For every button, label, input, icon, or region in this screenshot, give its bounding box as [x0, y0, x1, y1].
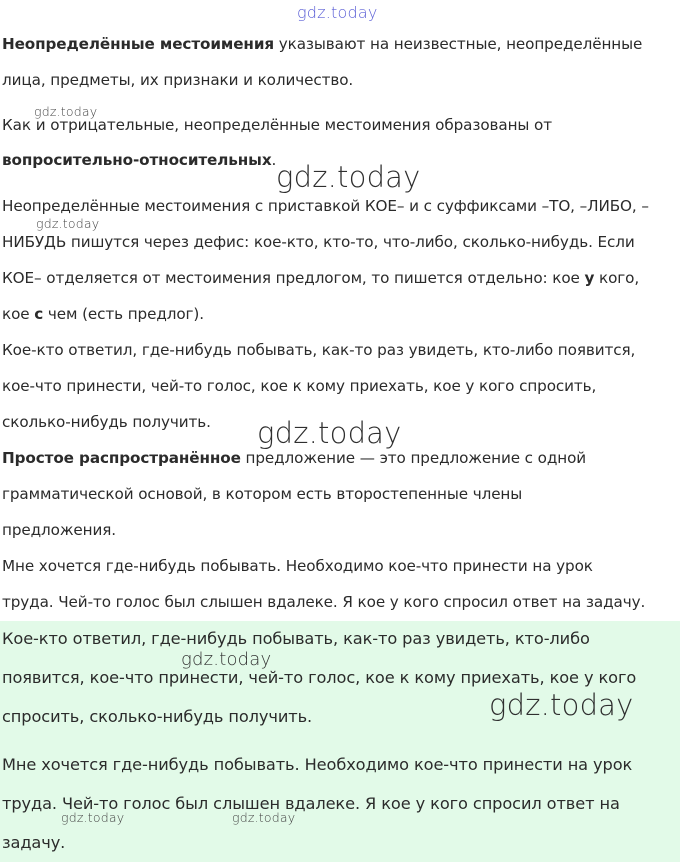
answer-highlight-block [0, 621, 680, 862]
theory-line: КОЕ– отделяется от местоимения предлогом, то пишется отдельно: кое у кого, [2, 269, 640, 287]
theory-line: сколько-нибудь получить. [2, 413, 211, 431]
answer-line: Мне хочется где-нибудь побывать. Необходимо кое-что принести на урок [2, 755, 633, 774]
theory-line: Неопределённые местоимения с приставкой КОЕ– и с суффиксами –ТО, –ЛИБО, – [2, 197, 649, 215]
theory-line: Как и отрицательные, неопределённые местоимения образованы от [2, 116, 552, 134]
theory-line: кое с чем (есть предлог). [2, 305, 204, 323]
theory-line: кое-что принести, чей-то голос, кое к кому приехать, кое у кого спросить, [2, 377, 597, 395]
watermark-logo: gdz.today [276, 160, 421, 194]
theory-line: Неопределённые местоимения указывают на неизвестные, неопределённые [2, 35, 643, 53]
answer-line: Кое-кто ответил, где-нибудь побывать, как-то раз увидеть, кто-либо [2, 629, 590, 648]
watermark-logo: gdz.today [181, 649, 272, 670]
theory-line: предложения. [2, 521, 117, 539]
watermark-logo: gdz.today [34, 104, 98, 119]
preposition-bold: у [584, 269, 595, 287]
watermark-logo: gdz.today [232, 810, 296, 825]
answer-line: задачу. [2, 833, 66, 852]
theory-line: НИБУДЬ пишутся через дефис: кое-кто, кто-то, что-либо, сколько-нибудь. Если [2, 233, 635, 251]
theory-line: Простое распространённое предложение — это предложение с одной [2, 449, 587, 467]
theory-line: грамматической основой, в котором есть второстепенные члены [2, 485, 523, 503]
watermark-logo: gdz.today [489, 688, 634, 722]
preposition-bold: с [34, 305, 44, 323]
answer-line: труда. Чей-то голос был слышен вдалеке. Я кое у кого спросил ответ на [2, 794, 620, 813]
watermark-logo: gdz.today [61, 810, 125, 825]
term-bold: Простое распространённое [2, 449, 241, 467]
watermark-logo: gdz.today [36, 216, 100, 231]
answer-line: появится, кое-что принести, чей-то голос, кое к кому приехать, кое у кого [2, 668, 637, 687]
theory-line: Кое-кто ответил, где-нибудь побывать, как-то раз увидеть, кто-либо появится, [2, 341, 636, 359]
watermark-logo: gdz.today [257, 416, 402, 450]
theory-line: труда. Чей-то голос был слышен вдалеке. Я кое у кого спросил ответ на задачу. [2, 593, 646, 611]
watermark-logo: gdz.today [297, 3, 378, 22]
theory-line: Мне хочется где-нибудь побывать. Необходимо кое-что принести на урок [2, 557, 593, 575]
theory-line: вопросительно-относительных. [2, 151, 277, 169]
answer-line: спросить, сколько-нибудь получить. [2, 707, 313, 726]
theory-line: лица, предметы, их признаки и количество. [2, 71, 354, 89]
term-bold: Неопределённые местоимения [2, 35, 275, 53]
term-bold: вопросительно-относительных [2, 151, 272, 169]
